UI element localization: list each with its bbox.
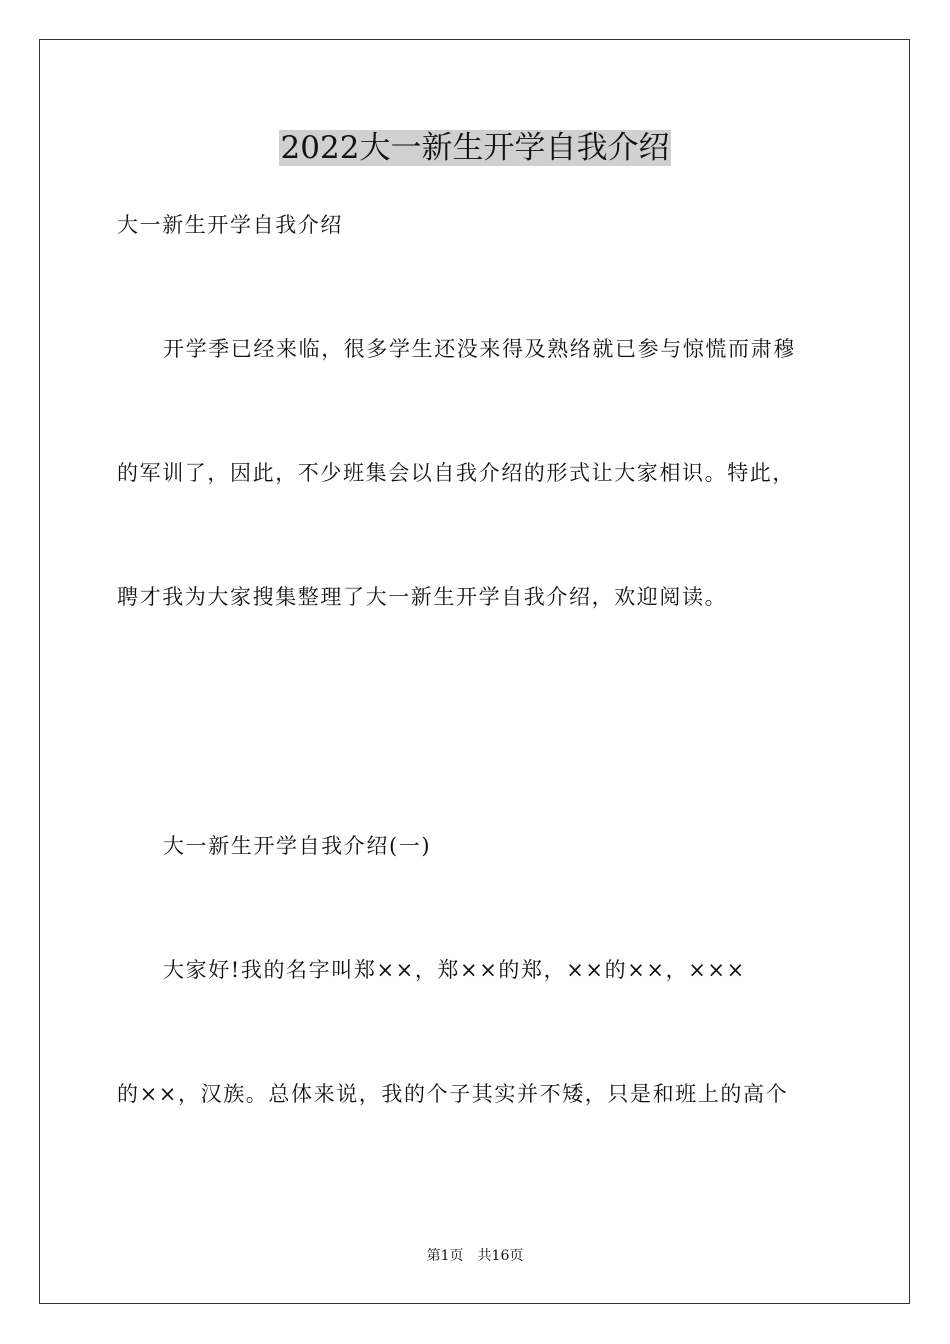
paragraph-line: 大家好!我的名字叫郑××，郑××的郑，××的××，××× <box>163 958 746 982</box>
subtitle-line: 大一新生开学自我介绍 <box>117 213 343 237</box>
paragraph-line: 聘才我为大家搜集整理了大一新生开学自我介绍，欢迎阅读。 <box>117 585 728 609</box>
paragraph-line: 开学季已经来临，很多学生还没来得及熟络就已参与惊慌而肃穆 <box>163 337 796 361</box>
paragraph-line: 的军训了，因此，不少班集会以自我介绍的形式让大家相识。特此， <box>117 461 795 485</box>
paragraph-line: 的××，汉族。总体来说，我的个子其实并不矮，只是和班上的高个 <box>117 1082 789 1106</box>
page-footer <box>0 1246 950 1266</box>
page-number: 第1页 <box>426 1248 464 1264</box>
document-title <box>0 128 950 168</box>
page-total: 共16页 <box>477 1248 524 1264</box>
document-title-text: 2022大一新生开学自我介绍 <box>280 130 670 166</box>
section-heading: 大一新生开学自我介绍(一) <box>163 834 432 858</box>
